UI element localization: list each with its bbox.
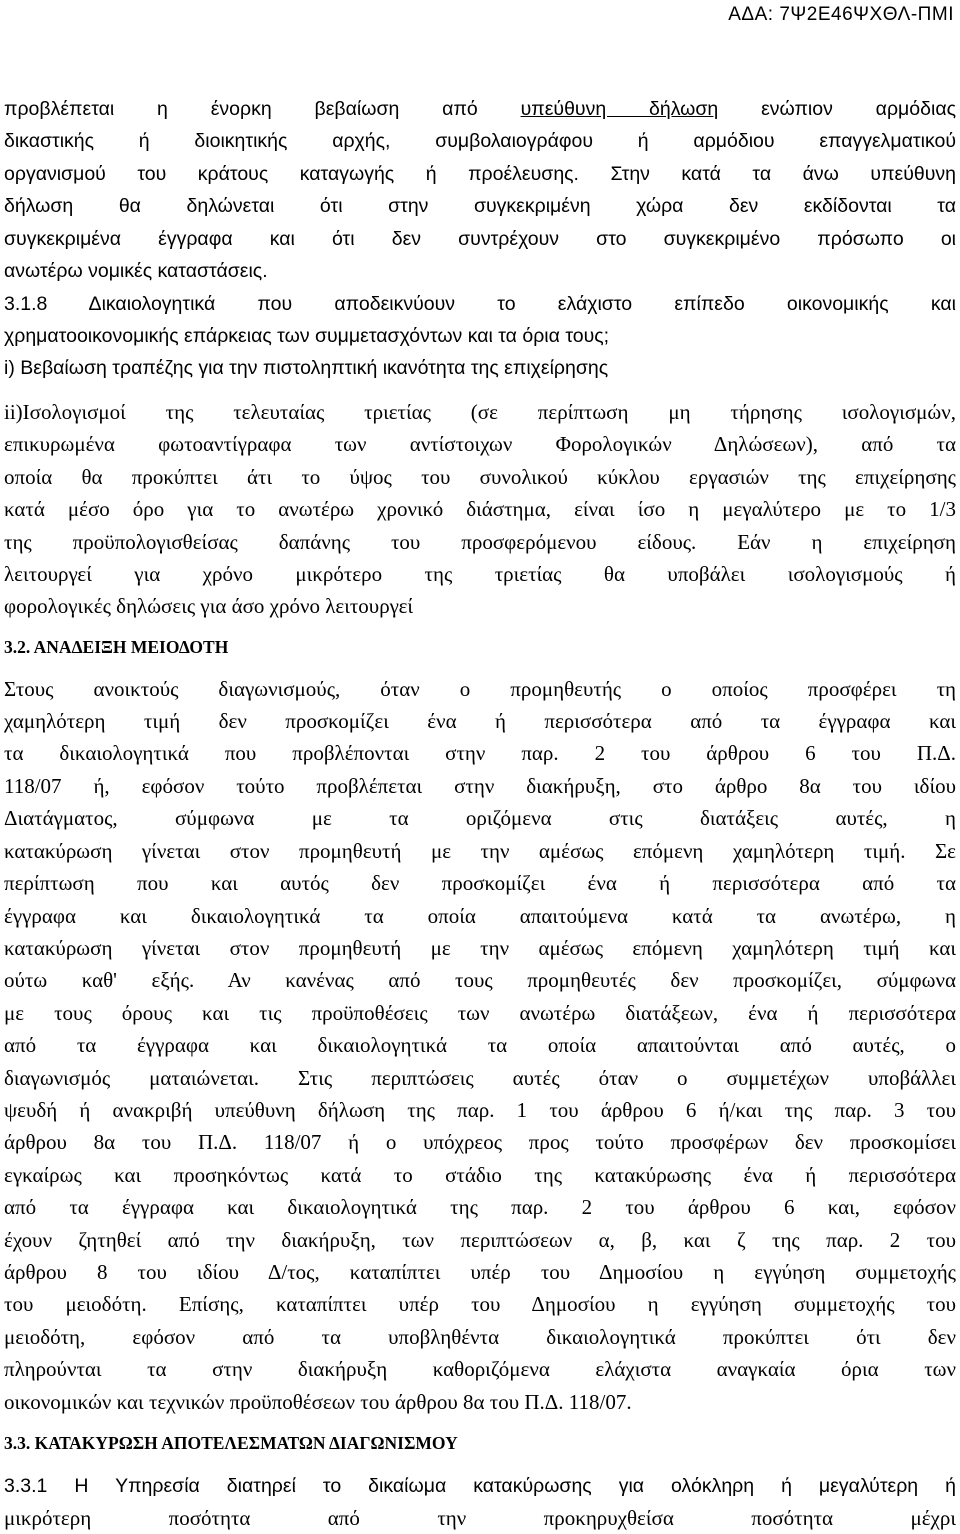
text-line: έγγραφα και δικαιολογητικά τα οποία απαιτούμενα κατά τα ανωτέρω, η [4, 904, 956, 928]
text-line: οποία θα προκύπτει άτι το ύψος του συνολικού κύκλου εργασιών της επιχείρησης [4, 465, 956, 489]
text-span: προβλέπεται η ένορκη βεβαίωση από [4, 98, 521, 120]
text-line: κατά μέσο όρο για το ανωτέρω χρονικό διάστημα, είναι ίσο η μεγαλύτερο με το 1/3 [4, 497, 956, 521]
text-line: 118/07 ή, εφόσον τούτο προβλέπεται στην διακήρυξη, στο άρθρο 8α του ιδίου [4, 774, 956, 798]
text-line: 3.1.8 Δικαιολογητικά που αποδεικνύουν το ελάχιστο επίπεδο οικονομικής και [4, 293, 956, 315]
text-line: περίπτωση που και αυτός δεν προσκομίζει ένα ή περισσότερα από τα [4, 871, 956, 895]
text-line: χαμηλότερη τιμή δεν προσκομίζει ένα ή περισσότερα από τα έγγραφα και [4, 709, 956, 733]
text-span: ενώπιον αρμόδιας [718, 98, 956, 120]
text-line: ούτω καθ' εξής. Αν κανένας από τους προμηθευτές δεν προσκομίζει, σύμφωνα [4, 968, 956, 992]
text-line: της προϋπολογισθείσας δαπάνης του προσφερόμενου είδους. Εάν η επιχείρηση [4, 530, 956, 554]
section-heading: 3.3. ΚΑΤΑΚΥΡΩΣΗ ΑΠΟΤΕΛΕΣΜΑΤΩΝ ΔΙΑΓΩΝΙΣΜΟΥ [4, 1433, 458, 1453]
text-line: του μειοδότη. Επίσης, καταπίπτει υπέρ του Δημοσίου η εγγύηση συμμετοχής του [4, 1292, 956, 1316]
ada-code: ΑΔΑ: 7Ψ2Ε46ΨΧΘΛ-ΠΜΙ [728, 4, 954, 25]
text-line: δικαστικής ή διοικητικής αρχής, συμβολαιογράφου ή αρμόδιου επαγγελματικού [4, 130, 956, 152]
text-line: λειτουργεί για χρόνο μικρότερο της τριετίας θα υποβάλει ισολογισμούς ή [4, 562, 956, 586]
text-line: τα δικαιολογητικά που προβλέπονται στην παρ. 2 του άρθρου 6 του Π.Δ. [4, 741, 956, 765]
text-line: άρθρου 8 του ιδίου Δ/τος, καταπίπτει υπέρ του Δημοσίου η εγγύηση συμμετοχής [4, 1260, 956, 1284]
text-line: εγκαίρως και προσηκόντως κατά το στάδιο της κατακύρωσης ένα ή περισσότερα [4, 1163, 956, 1187]
section-heading: 3.2. ΑΝΑΔΕΙΞΗ ΜΕΙΟΔΟΤΗ [4, 637, 229, 657]
text-line: πληρούνται τα στην διακήρυξη καθοριζόμενα ελάχιστα αναγκαία όρια των [4, 1357, 956, 1381]
text-line: φορολογικές δηλώσεις για άσο χρόνο λειτουργεί [4, 594, 414, 618]
text-line: άρθρου 8α του Π.Δ. 118/07 ή ο υπόχρεος προς τούτο προσφέρων δεν προσκομίσει [4, 1130, 956, 1154]
text-line: οικονομικών και τεχνικών προϋποθέσεων του άρθρου 8α του Π.Δ. 118/07. [4, 1390, 632, 1414]
text-line: οργανισμού του κράτους καταγωγής ή προέλευσης. Στην κατά τα άνω υπεύθυνη [4, 163, 956, 185]
text-line: κατακύρωση γίνεται στον προμηθευτή με την αμέσως επόμενη χαμηλότερη τιμή και [4, 936, 956, 960]
text-line: μικρότερη ποσότητα από την προκηρυχθείσα ποσότητα μέχρι [4, 1506, 956, 1530]
text-line: i) Βεβαίωση τραπέζης για την πιστοληπτική ικανότητα της επιχείρησης [4, 357, 609, 379]
text-line: Στους ανοικτούς διαγωνισμούς, όταν ο προμηθευτής ο οποίος προσφέρει τη [4, 677, 956, 701]
text-line: διαγωνισμός ματαιώνεται. Στις περιπτώσεις αυτές όταν ο συμμετέχων υποβάλλει [4, 1066, 956, 1090]
text-line: ψευδή ή ανακριβή υπεύθυνη δήλωση της παρ. 1 του άρθρου 6 ή/και της παρ. 3 του [4, 1098, 956, 1122]
underlined-term: υπεύθυνη δήλωση [520, 98, 719, 120]
text-line: Διατάγματος, σύμφωνα με τα οριζόμενα στις διατάξεις αυτές, η [4, 806, 956, 830]
text-line: επικυρωμένα φωτοαντίγραφα των αντίστοιχων Φορολογικών Δηλώσεων), από τα [4, 432, 956, 456]
text-line: κατακύρωση γίνεται στον προμηθευτή με την αμέσως επόμενη χαμηλότερη τιμή. Σε [4, 839, 956, 863]
text-line: 3.3.1 Η Υπηρεσία διατηρεί το δικαίωμα κατακύρωσης για ολόκληρη ή μεγαλύτερη ή [4, 1475, 956, 1497]
text-line: με τους όρους και τις προϋποθέσεις των ανωτέρω διατάξεων, ένα ή περισσότερα [4, 1001, 956, 1025]
text-line: από τα έγγραφα και δικαιολογητικά τα οποία απαιτούνται από αυτές, ο [4, 1033, 956, 1057]
text-line: έχουν ζητηθεί από την διακήρυξη, των περιπτώσεων α, β, και ζ της παρ. 2 του [4, 1228, 956, 1252]
text-line: δήλωση θα δηλώνεται ότι στην συγκεκριμένη χώρα δεν εκδίδονται τα [4, 195, 956, 217]
text-line: ανωτέρω νομικές καταστάσεις. [4, 260, 268, 282]
text-line: ii)Ισολογισμοί της τελευταίας τριετίας (σε περίπτωση μη τήρησης ισολογισμών, [4, 400, 956, 424]
text-line: συγκεκριμένα έγγραφα και ότι δεν συντρέχουν στο συγκεκριμένο πρόσωπο οι [4, 228, 956, 250]
text-line: χρηματοοικονομικής επάρκειας των συμμετασχόντων και τα όρια τους; [4, 325, 610, 347]
text-line: μειοδότη, εφόσον από τα υποβληθέντα δικαιολογητικά προκύπτει ότι δεν [4, 1325, 956, 1349]
text-line: από τα έγγραφα και δικαιολογητικά της παρ. 2 του άρθρου 6 και, εφόσον [4, 1195, 956, 1219]
text-line [4, 97, 956, 121]
